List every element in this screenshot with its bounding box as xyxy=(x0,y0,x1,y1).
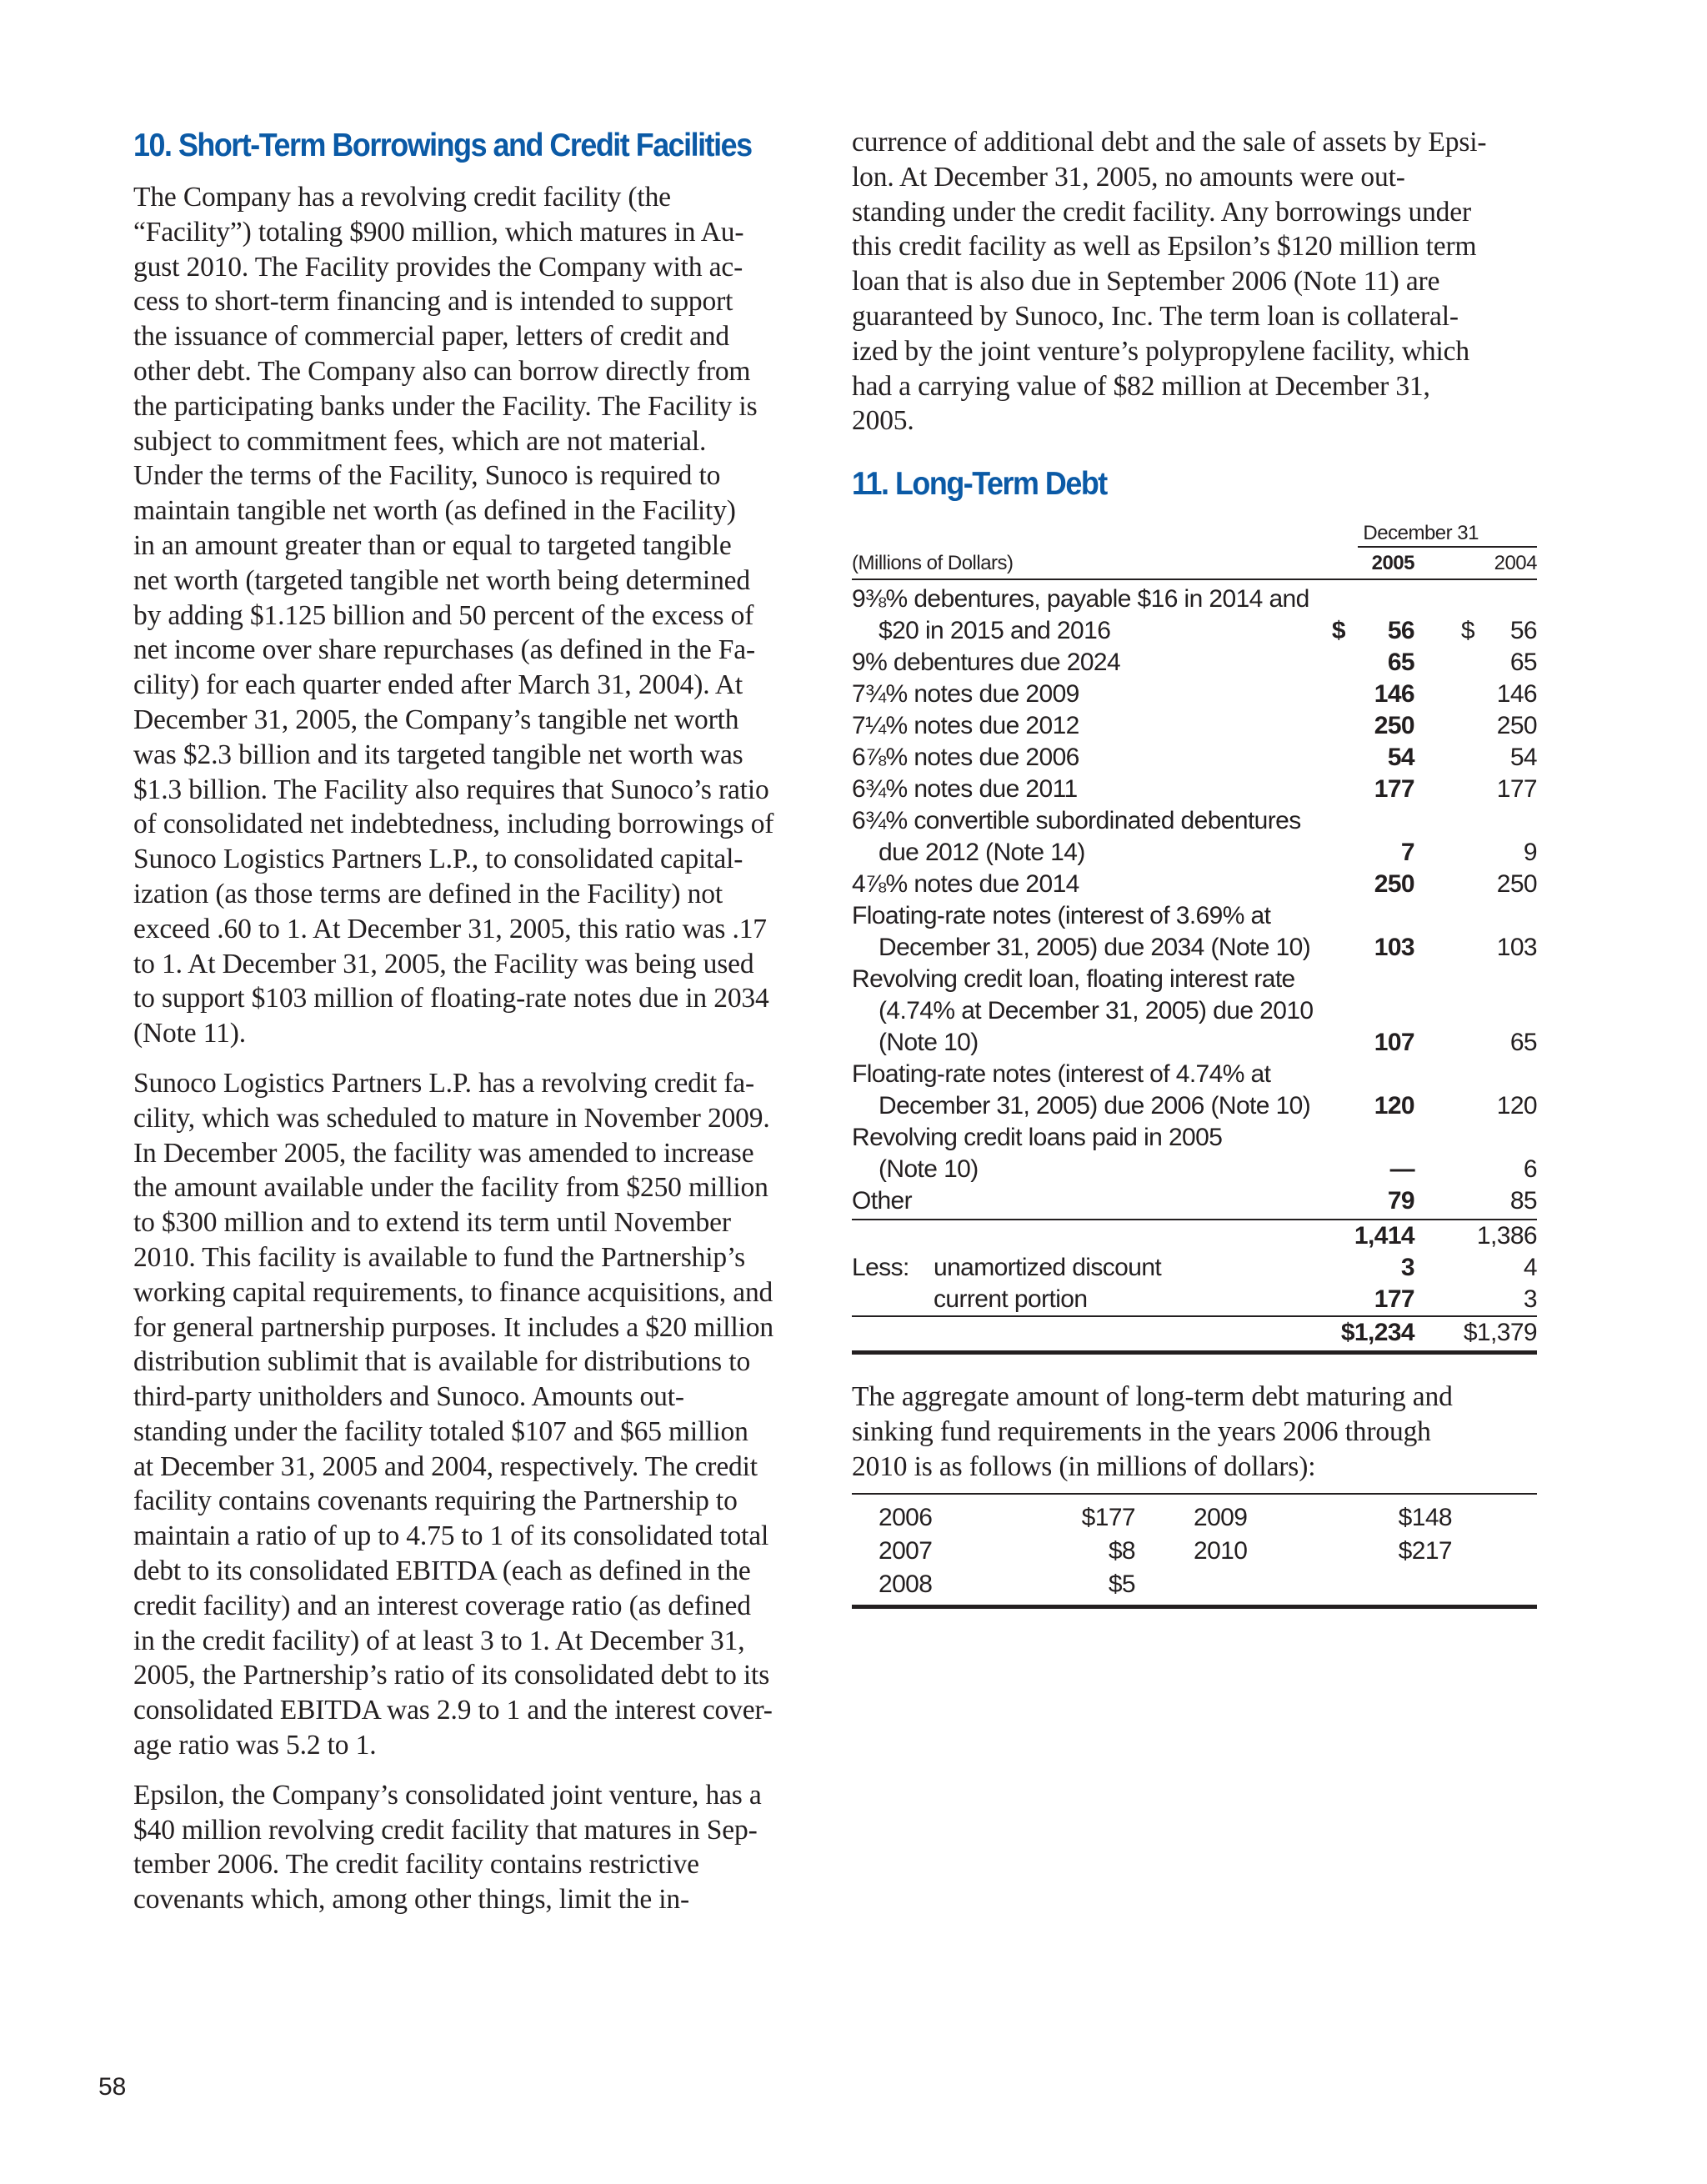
subtotal-row xyxy=(852,1220,1537,1252)
debt-value-2004: 6 xyxy=(1523,1155,1537,1184)
long-term-debt-table xyxy=(852,518,1537,1355)
debt-row-label: Other xyxy=(852,1187,913,1215)
debt-value-2004: 250 xyxy=(1496,712,1537,740)
less-row-label: current portion xyxy=(934,1285,1088,1314)
paragraph-line: of consolidated net indebtedness, including borrowings of xyxy=(133,809,774,840)
debt-row xyxy=(852,679,1537,710)
paragraph-line: at December 31, 2005 and 2004, respectively. The credit xyxy=(133,1450,758,1482)
paragraph-line: The aggregate amount of long-term debt maturing and xyxy=(852,1381,1453,1413)
debt-row xyxy=(852,742,1537,774)
paragraph-line: was $2.3 billion and its targeted tangible net worth was xyxy=(133,739,743,770)
debt-row-label: Floating-rate notes (interest of 4.74% at xyxy=(852,1060,1271,1089)
table-units-label: (Millions of Dollars) xyxy=(852,552,1014,575)
paragraph-line: 2010. This facility is available to fund the Partnership’s xyxy=(133,1241,746,1273)
debt-row xyxy=(852,1185,1537,1217)
paragraph-line: to 1. At December 31, 2005, the Facility was being used xyxy=(133,948,754,979)
debt-value-2005: 56 xyxy=(1387,617,1414,645)
paragraph-line: other debt. The Company also can borrow directly from xyxy=(133,355,751,387)
debt-value-2005: 250 xyxy=(1374,870,1414,899)
debt-value-2004: 85 xyxy=(1509,1187,1537,1215)
maturity-year: 2009 xyxy=(1194,1503,1248,1531)
paragraph-line: In December 2005, the facility was amended to increase xyxy=(133,1137,754,1169)
debt-row-label: (4.74% at December 31, 2005) due 2010 xyxy=(879,997,1314,1025)
less-label: Less: xyxy=(852,1254,909,1282)
debt-row xyxy=(852,710,1537,742)
section-10-paragraph-1 xyxy=(133,180,818,1051)
paragraph-line: the amount available under the facility from $250 million xyxy=(133,1172,768,1204)
debt-value-2004: 250 xyxy=(1496,870,1537,899)
paragraph-line: $40 million revolving credit facility that matures in Sep- xyxy=(133,1814,758,1846)
debt-value-2004: 65 xyxy=(1509,1029,1537,1057)
paragraph-line: currence of additional debt and the sale of assets by Epsi- xyxy=(852,127,1487,158)
paragraph-line: cility, which was scheduled to mature in November 2009. xyxy=(133,1102,770,1134)
paragraph-line: gust 2010. The Facility provides the Company with ac- xyxy=(133,251,743,283)
debt-value-2005: 103 xyxy=(1374,934,1414,962)
paragraph-line: “Facility”) totaling $900 million, which matures in Au- xyxy=(133,216,744,248)
debt-row-label: 9⅜% debentures, payable $16 in 2014 and xyxy=(852,585,1309,614)
debt-row xyxy=(852,964,1537,1059)
header-rule xyxy=(852,579,1537,580)
paragraph-line: in an amount greater than or equal to targeted tangible xyxy=(133,529,732,561)
paragraph-line: maintain tangible net worth (as defined in the Facility) xyxy=(133,495,736,527)
maturity-bottom-rule xyxy=(852,1605,1537,1609)
paragraph-line: exceed .60 to 1. At December 31, 2005, this ratio was .17 xyxy=(133,913,767,944)
paragraph-line: working capital requirements, to finance acquisitions, and xyxy=(133,1276,773,1308)
debt-value-2005: 7 xyxy=(1400,839,1414,867)
debt-row xyxy=(852,1122,1537,1185)
maturity-amount: $217 xyxy=(1398,1536,1452,1565)
maturity-table xyxy=(852,1495,1537,1605)
paragraph-line: cess to short-term financing and is intended to support xyxy=(133,286,733,318)
left-column xyxy=(133,125,818,1932)
maturity-row xyxy=(852,1535,1537,1568)
paragraph-line: sinking fund requirements in the years 2006 through xyxy=(852,1415,1431,1447)
paragraph-line: to $300 million and to extend its term until November xyxy=(133,1207,731,1239)
section-10-paragraph-2 xyxy=(133,1066,818,1763)
debt-value-2005: 120 xyxy=(1374,1092,1414,1120)
debt-row-label: (Note 10) xyxy=(879,1029,979,1057)
paragraph-line: the issuance of commercial paper, letters of credit and xyxy=(133,321,729,353)
total-2005: $1,234 xyxy=(1340,1319,1414,1347)
maturity-amount: $177 xyxy=(1081,1503,1135,1531)
debt-row xyxy=(852,869,1537,900)
less-value-2005: 177 xyxy=(1374,1285,1414,1314)
column-header-2005: 2005 xyxy=(1371,552,1414,575)
debt-value-2004: 9 xyxy=(1523,839,1537,867)
paragraph-line: standing under the facility totaled $107 and $65 million xyxy=(133,1415,748,1447)
less-rows xyxy=(852,1252,1537,1315)
maturity-paragraph xyxy=(852,1380,1537,1484)
right-column xyxy=(852,125,1537,1609)
debt-row-label: due 2012 (Note 14) xyxy=(879,839,1085,867)
paragraph-line: covenants which, among other things, limit the in- xyxy=(133,1884,690,1916)
paragraph-line: The Company has a revolving credit facility (the xyxy=(133,182,671,213)
total-2004: $1,379 xyxy=(1463,1319,1537,1347)
debt-row-label: Revolving credit loan, floating interest rate xyxy=(852,965,1295,994)
paragraph-line: in the credit facility) of at least 3 to 1. At December 31, xyxy=(133,1625,745,1656)
debt-row-label: 4⅞% notes due 2014 xyxy=(852,870,1079,899)
paragraph-line: tember 2006. The credit facility contains restrictive xyxy=(133,1849,699,1881)
debt-row xyxy=(852,1059,1537,1122)
maturity-amount: $148 xyxy=(1398,1503,1452,1531)
currency-symbol-2004: $ xyxy=(1460,617,1474,645)
table-column-headers xyxy=(852,547,1537,579)
paragraph-line: $1.3 billion. The Facility also requires that Sunoco’s ratio xyxy=(133,774,769,805)
less-row-label: unamortized discount xyxy=(934,1254,1162,1282)
debt-row-label: 6¾% notes due 2011 xyxy=(852,775,1078,804)
paragraph-line: 2005. xyxy=(852,405,914,437)
less-value-2004: 4 xyxy=(1523,1254,1537,1282)
paragraph-line: age ratio was 5.2 to 1. xyxy=(133,1730,377,1761)
paragraph-line: to support $103 million of floating-rate notes due in 2034 xyxy=(133,983,769,1014)
total-row xyxy=(852,1317,1537,1349)
maturity-row xyxy=(852,1568,1537,1601)
paragraph-line: guaranteed by Sunoco, Inc. The term loan is collateral- xyxy=(852,300,1459,332)
debt-value-2005: 79 xyxy=(1387,1187,1414,1215)
paragraph-line: third-party unitholders and Sunoco. Amounts out- xyxy=(133,1381,684,1413)
paragraph-line: 2010 is as follows (in millions of dollars): xyxy=(852,1450,1316,1482)
paragraph-line: ized by the joint venture’s polypropylene facility, which xyxy=(852,335,1469,367)
paragraph-line: credit facility) and an interest coverage ratio (as defined xyxy=(133,1590,751,1621)
paragraph-line: Under the terms of the Facility, Sunoco is required to xyxy=(133,460,721,492)
paragraph-line: distribution sublimit that is available for distributions to xyxy=(133,1346,751,1378)
maturity-amount: $5 xyxy=(1108,1570,1135,1598)
debt-row-label: December 31, 2005) due 2034 (Note 10) xyxy=(879,934,1311,962)
less-value-2004: 3 xyxy=(1523,1285,1537,1314)
debt-row-label: (Note 10) xyxy=(879,1155,979,1184)
less-row xyxy=(852,1284,1537,1315)
debt-value-2005: 54 xyxy=(1387,744,1414,772)
debt-row-label: $20 in 2015 and 2016 xyxy=(879,617,1111,645)
maturity-amount: $8 xyxy=(1108,1536,1135,1565)
debt-row-label: December 31, 2005) due 2006 (Note 10) xyxy=(879,1092,1311,1120)
paragraph-line: facility contains covenants requiring the Partnership to xyxy=(133,1485,738,1517)
paragraph-line: 2005, the Partnership’s ratio of its consolidated debt to its xyxy=(133,1660,770,1691)
paragraph-line: loan that is also due in September 2006 (Note 11) are xyxy=(852,266,1440,298)
debt-value-2004: 65 xyxy=(1509,649,1537,677)
debt-row xyxy=(852,584,1537,647)
debt-row-label: Revolving credit loans paid in 2005 xyxy=(852,1124,1223,1152)
less-value-2005: 3 xyxy=(1400,1254,1414,1282)
paragraph-line: December 31, 2005, the Company’s tangible net worth xyxy=(133,704,739,735)
table-group-header: December 31 xyxy=(1363,522,1479,545)
paragraph-line: by adding $1.125 billion and 50 percent of the excess of xyxy=(133,599,754,631)
section-11-heading: 11. Long-Term Debt xyxy=(852,466,1107,503)
paragraph-line: maintain a ratio of up to 4.75 to 1 of its consolidated total xyxy=(133,1520,769,1552)
debt-value-2004: 146 xyxy=(1496,680,1537,709)
section-10-heading: 10. Short-Term Borrowings and Credit Facilities xyxy=(133,128,752,163)
paragraph-line: this credit facility as well as Epsilon’s $120 million term xyxy=(852,231,1477,263)
debt-value-2004: 103 xyxy=(1496,934,1537,962)
paragraph-line: consolidated EBITDA was 2.9 to 1 and the interest cover- xyxy=(133,1695,773,1726)
table-header-group xyxy=(852,518,1537,547)
column-header-2004: 2004 xyxy=(1494,552,1537,575)
debt-row xyxy=(852,900,1537,964)
paragraph-line: standing under the credit facility. Any borrowings under xyxy=(852,196,1471,228)
debt-row xyxy=(852,647,1537,679)
maturity-year: 2010 xyxy=(1194,1536,1248,1565)
debt-row-label: 6¾% convertible subordinated debentures xyxy=(852,807,1301,835)
paragraph-line: net income over share repurchases (as defined in the Fa- xyxy=(133,634,755,666)
paragraph-line: ization (as those terms are defined in the Facility) not xyxy=(133,878,723,909)
debt-row-label: Floating-rate notes (interest of 3.69% at xyxy=(852,902,1271,930)
less-row xyxy=(852,1252,1537,1284)
continuation-paragraph xyxy=(852,125,1537,438)
paragraph-line: Sunoco Logistics Partners L.P. has a revolving credit fa- xyxy=(133,1067,755,1099)
debt-value-2005: 250 xyxy=(1374,712,1414,740)
paragraph-line: had a carrying value of $82 million at December 31, xyxy=(852,370,1430,402)
paragraph-line: (Note 11). xyxy=(133,1018,246,1049)
page-number: 58 xyxy=(98,2073,127,2101)
debt-row-label: 6⅞% notes due 2006 xyxy=(852,744,1079,772)
debt-row xyxy=(852,805,1537,869)
subtotal-2004: 1,386 xyxy=(1476,1222,1537,1250)
paragraph-line: the participating banks under the Facility. The Facility is xyxy=(133,390,758,422)
debt-row-label: 7¼% notes due 2012 xyxy=(852,712,1079,740)
subtotal-2005: 1,414 xyxy=(1354,1222,1414,1250)
paragraph-line: Epsilon, the Company’s consolidated joint venture, has a xyxy=(133,1779,762,1811)
debt-rows xyxy=(852,584,1537,1217)
debt-value-2004: 177 xyxy=(1496,775,1537,804)
paragraph-line: lon. At December 31, 2005, no amounts were out- xyxy=(852,161,1405,193)
debt-row-label: 9% debentures due 2024 xyxy=(852,649,1121,677)
debt-row-label: 7¾% notes due 2009 xyxy=(852,680,1079,709)
paragraph-line: for general partnership purposes. It includes a $20 million xyxy=(133,1311,773,1343)
maturity-year: 2008 xyxy=(879,1570,933,1598)
paragraph-line: net worth (targeted tangible net worth being determined xyxy=(133,564,750,596)
paragraph-line: subject to commitment fees, which are not material. xyxy=(133,425,707,457)
table-bottom-rule xyxy=(852,1350,1537,1355)
section-10-paragraph-3 xyxy=(133,1778,818,1917)
debt-value-2004: 54 xyxy=(1509,744,1537,772)
debt-value-2005: 65 xyxy=(1387,649,1414,677)
debt-row xyxy=(852,774,1537,805)
maturity-year: 2007 xyxy=(879,1536,933,1565)
maturity-year: 2006 xyxy=(879,1503,933,1531)
debt-value-2005: 177 xyxy=(1374,775,1414,804)
debt-value-2005: — xyxy=(1389,1155,1414,1184)
currency-symbol-2005: $ xyxy=(1331,617,1345,645)
debt-value-2005: 146 xyxy=(1374,680,1414,709)
paragraph-line: debt to its consolidated EBITDA (each as defined in the xyxy=(133,1555,751,1587)
paragraph-line: cility) for each quarter ended after March 31, 2004). At xyxy=(133,669,743,701)
debt-value-2004: 120 xyxy=(1496,1092,1537,1120)
debt-value-2005: 107 xyxy=(1374,1029,1414,1057)
paragraph-line: Sunoco Logistics Partners L.P., to consolidated capital- xyxy=(133,844,743,875)
maturity-row xyxy=(852,1501,1537,1535)
debt-value-2004: 56 xyxy=(1509,617,1537,645)
